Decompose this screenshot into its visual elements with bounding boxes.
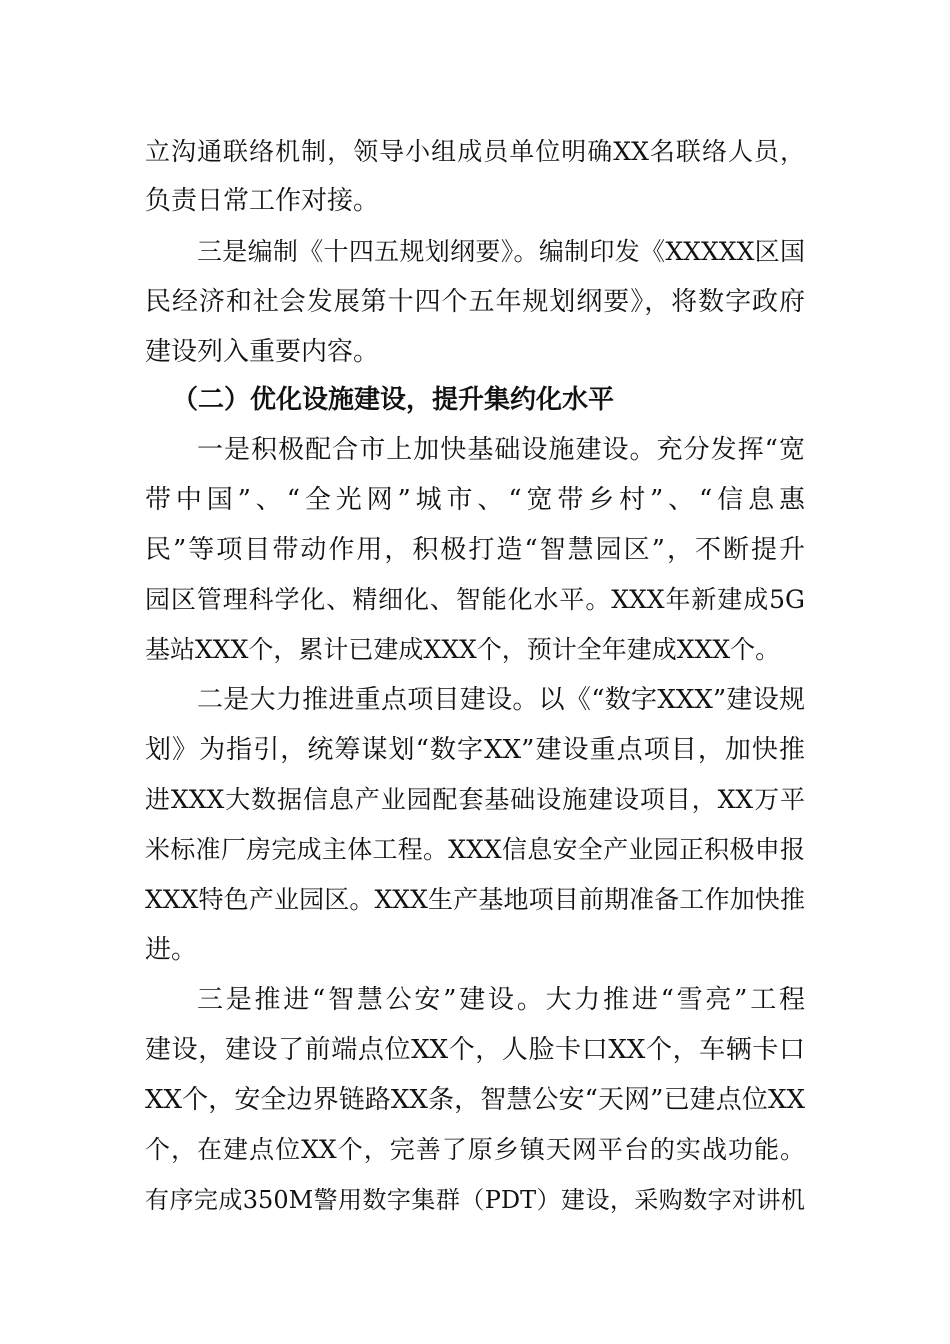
- text-line: 立沟通联络机制，领导小组成员单位明确XX名联络人员，: [145, 137, 805, 166]
- text-line: 带中国”、“全光网”城市、“宽带乡村”、“信息惠: [145, 485, 805, 515]
- text-line: 一是积极配合市上加快基础设施建设。充分发挥“宽: [197, 435, 805, 465]
- text-line: 个，在建点位XX个，完善了原乡镇天网平台的实战功能。: [145, 1135, 805, 1164]
- text-line: 负责日常工作对接。: [145, 186, 380, 216]
- text-line: 民”等项目带动作用，积极打造“智慧园区”，不断提升: [145, 535, 805, 565]
- section-heading: （二）优化设施建设，提升集约化水平: [172, 385, 615, 415]
- text-line: 进。: [145, 935, 198, 965]
- text-line: XX个，安全边界链路XX条，智慧公安“天网”已建点位XX: [145, 1085, 805, 1115]
- text-line: 民经济和社会发展第十四个五年规划纲要》，将数字政府: [145, 287, 805, 317]
- text-line: 基站XXX个，累计已建成XXX个，预计全年建成XXX个。: [145, 635, 781, 664]
- text-line: 三是推进“智慧公安”建设。大力推进“雪亮”工程: [197, 985, 805, 1015]
- text-line: 有序完成350M警用数字集群（PDT）建设，采购数字对讲机: [145, 1186, 805, 1214]
- text-line: 园区管理科学化、精细化、智能化水平。XXX年新建成5G: [145, 585, 805, 614]
- text-line: XXX特色产业园区。XXX生产基地项目前期准备工作加快推: [145, 885, 805, 914]
- text-line: 建设列入重要内容。: [145, 337, 380, 367]
- text-line: 三是编制《十四五规划纲要》。编制印发《XXXXX区国: [197, 237, 805, 266]
- text-line: 建设，建设了前端点位XX个，人脸卡口XX个，车辆卡口: [145, 1035, 805, 1065]
- text-line: 米标准厂房完成主体工程。XXX信息安全产业园正积极申报: [145, 835, 805, 864]
- text-line: 划》为指引，统筹谋划“数字XX”建设重点项目，加快推: [145, 735, 805, 765]
- text-line: 二是大力推进重点项目建设。以《“数字XXX”建设规: [197, 685, 805, 715]
- text-line: 进XXX大数据信息产业园配套基础设施建设项目，XX万平: [145, 785, 805, 814]
